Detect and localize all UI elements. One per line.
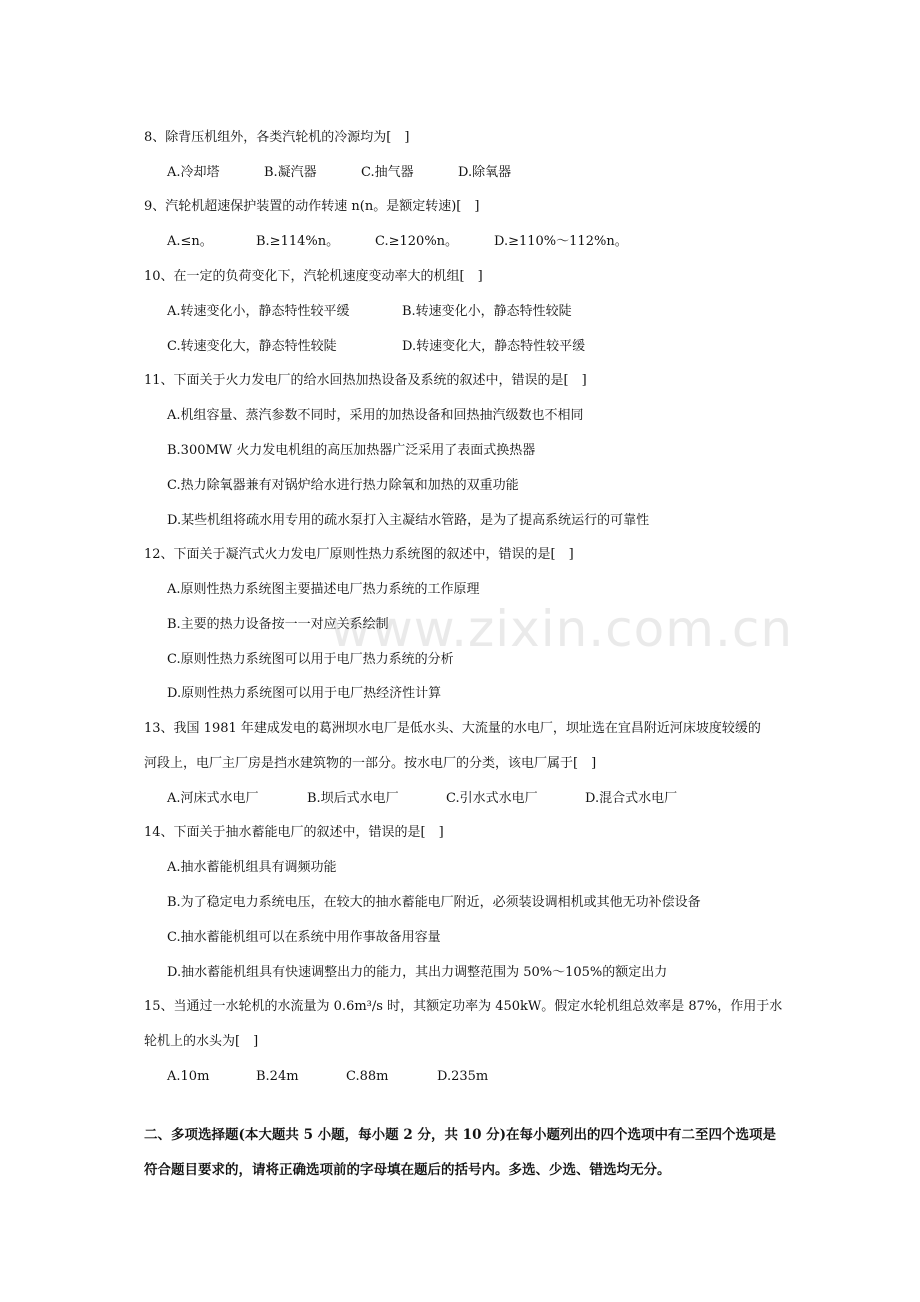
question-11-stem: 11、下面关于火力发电厂的给水回热加热设备及系统的叙述中，错误的是[ ]: [144, 373, 587, 388]
option-c: C.转速变化大，静态特性较陡: [167, 339, 337, 354]
option-c: C.抽气器: [361, 165, 414, 180]
option-a: A.冷却塔: [167, 165, 220, 180]
option-a: A.河床式水电厂: [167, 791, 259, 806]
option-a: A.≤n。: [167, 234, 213, 249]
option-d: D.除氧器: [458, 165, 512, 180]
option-d: D.转速变化大，静态特性较平缓: [402, 339, 586, 354]
option-c: C.引水式水电厂: [446, 791, 538, 806]
option-a: A.抽水蓄能机组具有调频功能: [167, 860, 337, 875]
watermark: www.zixin.com.cn: [330, 600, 794, 658]
option-d: D.抽水蓄能机组具有快速调整出力的能力，其出力调整范围为 50%～105%的额定出力: [167, 965, 668, 980]
option-d: D.≥110%～112%n。: [494, 234, 628, 249]
option-a: A.转速变化小，静态特性较平缓: [167, 304, 350, 319]
option-d: D.原则性热力系统图可以用于电厂热经济性计算: [167, 686, 442, 701]
option-b: B.为了稳定电力系统电压，在较大的抽水蓄能电厂附近，必须装设调相机或其他无功补偿设备: [167, 895, 701, 910]
option-d: D.235m: [437, 1069, 489, 1084]
option-b: B.转速变化小，静态特性较陡: [402, 304, 572, 319]
option-a: A.原则性热力系统图主要描述电厂热力系统的工作原理: [167, 582, 480, 597]
option-d: D.某些机组将疏水用专用的疏水泵打入主凝结水管路，是为了提高系统运行的可靠性: [167, 513, 650, 528]
option-b: B.坝后式水电厂: [307, 791, 399, 806]
question-15-stem-continued: 轮机上的水头为[ ]: [144, 1034, 259, 1049]
option-c: C.原则性热力系统图可以用于电厂热力系统的分析: [167, 652, 454, 667]
question-13-stem-continued: 河段上，电厂主厂房是挡水建筑物的一部分。按水电厂的分类，该电厂属于[ ]: [144, 756, 597, 771]
option-d: D.混合式水电厂: [585, 791, 678, 806]
question-12-stem: 12、下面关于凝汽式火力发电厂原则性热力系统图的叙述中，错误的是[ ]: [144, 547, 574, 562]
question-9-stem: 9、汽轮机超速保护装置的动作转速 n(n。是额定转速)[ ]: [144, 199, 480, 214]
option-b: B.凝汽器: [264, 165, 317, 180]
option-b: B.≥114%n。: [256, 234, 340, 249]
option-b: B.主要的热力设备按一一对应关系绘制: [167, 617, 389, 632]
option-b: B.24m: [256, 1069, 299, 1084]
option-c: C.热力除氧器兼有对锅炉给水进行热力除氧和加热的双重功能: [167, 478, 519, 493]
question-13-stem: 13、我国 1981 年建成发电的葛洲坝水电厂是低水头、大流量的水电厂，坝址选在宜昌附近河床坡度较缓的: [144, 721, 761, 736]
option-c: C.≥120%n。: [375, 234, 459, 249]
question-8-stem: 8、除背压机组外，各类汽轮机的冷源均为[ ]: [144, 130, 410, 145]
option-c: C.抽水蓄能机组可以在系统中用作事故备用容量: [167, 930, 441, 945]
option-c: C.88m: [346, 1069, 389, 1084]
section-2-heading: 二、多项选择题(本大题共 5 小题，每小题 2 分，共 10 分)在每小题列出的四个选项中有二至四个选项是: [144, 1127, 777, 1143]
section-2-heading-continued: 符合题目要求的，请将正确选项前的字母填在题后的括号内。多选、少选、错选均无分。: [144, 1162, 671, 1178]
option-b: B.300MW 火力发电机组的高压加热器广泛采用了表面式换热器: [167, 443, 536, 458]
question-10-stem: 10、在一定的负荷变化下，汽轮机速度变动率大的机组[ ]: [144, 269, 483, 284]
question-14-stem: 14、下面关于抽水蓄能电厂的叙述中，错误的是[ ]: [144, 825, 444, 840]
question-15-stem: 15、当通过一水轮机的水流量为 0.6m³/s 时，其额定功率为 450kW。假定水轮机组总效率是 87%，作用于水: [144, 999, 783, 1014]
option-a: A.10m: [167, 1069, 210, 1084]
option-a: A.机组容量、蒸汽参数不同时，采用的加热设备和回热抽汽级数也不相同: [167, 408, 584, 423]
